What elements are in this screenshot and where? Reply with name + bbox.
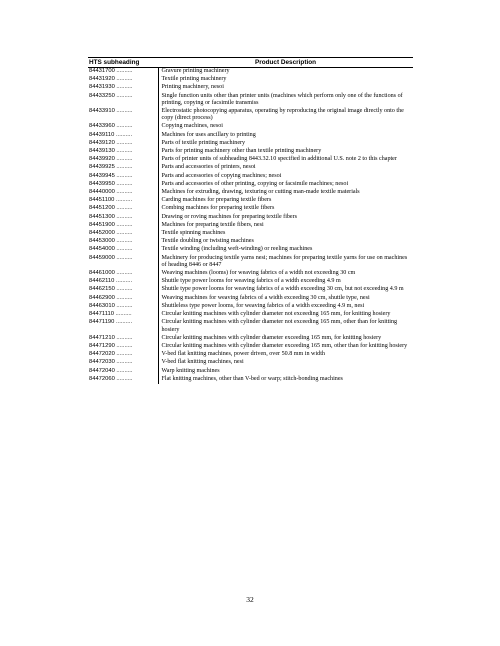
product-description-cell: Warp knitting machines [161,367,220,374]
table-header-row [88,58,413,68]
hts-code-cell: 84454000 .......... [88,246,158,254]
hts-code-cell: 84431700 .......... [88,68,158,77]
hts-code-cell: 84471210 .......... [88,335,158,343]
product-description-cell: Machinery for producing textile yarns nesi; machines for preparing textile yarns for use on machines of heading 8446 or 8447 [161,254,408,268]
hts-code-cell: 84451200 .......... [88,205,158,213]
product-description-cell: Parts and accessories of printers, nesoi [161,164,256,171]
product-description-cell: Gravure printing machinery [161,68,230,74]
product-description-cell: Textile winding (including weft-winding) or reeling machines [161,246,313,253]
table-row [88,319,413,334]
hts-code-cell: 84472060 .......... [88,376,158,384]
product-description-cell: Weaving machines for weaving fabrics of a width exceeding 30 cm, shuttle type, nesi [161,294,370,301]
page-number: 32 [246,595,254,604]
hts-code-cell: 84471190 .......... [88,319,158,334]
header-product-description: Product Description [158,58,413,68]
hts-code-cell: 84451100 .......... [88,197,158,205]
product-description-cell: Circular knitting machines with cylinder diameter not exceeding 165 mm, for knitting hosiery [161,311,391,318]
hts-code-cell: 84439110 .......... [88,132,158,140]
product-description-cell: Circular knitting machines with cylinder diameter exceeding 165 mm, other than for knitting hosiery [161,342,408,349]
hts-code-cell: 84472030 .......... [88,359,158,367]
hts-code-cell: 84452000 .......... [88,230,158,238]
table-row [88,173,413,181]
table-row [88,84,413,92]
product-description-cell: Circular knitting machines with cylinder diameter not exceeding 165 mm, other than for knitting hosiery [161,319,398,333]
hts-code-cell: 84462900 .......... [88,295,158,303]
hts-code-cell: 84463010 .......... [88,303,158,311]
product-description-cell: Parts and accessories of copying machines; nesoi [161,172,282,179]
table-row [88,230,413,238]
product-description-cell: Copying machines, nesoi [161,123,223,130]
product-description-cell: Parts of printer units of subheading 8443.32.10 specified in additional U.S. note 2 to this chapter [161,156,397,163]
product-description-cell: Machines for extruding, drawing, texturing or cutting man-made textile materials [161,189,360,196]
hts-code-cell: 84439120 .......... [88,140,158,148]
header-hts-subheading: HTS subheading [88,58,158,68]
table-row [88,246,413,254]
hts-code-cell: 84459000 .......... [88,255,158,270]
hts-code-cell: 84462150 .......... [88,286,158,294]
hts-code-cell: 84472040 .......... [88,368,158,376]
product-description-cell: Carding machines for preparing textile fibers [161,197,272,204]
hts-code-cell: 84461000 .......... [88,270,158,278]
hts-code-cell: 84471290 .......... [88,343,158,351]
table-row [88,76,413,84]
table-row [88,214,413,222]
table-row [88,132,413,140]
hts-code-cell: 84453000 .......... [88,238,158,246]
product-description-cell: Parts of textile printing machinery [161,139,246,146]
product-description-cell: Weaving machines (looms) for weaving fabrics of a width not exceeding 30 cm [161,270,356,277]
product-description-cell: Single function units other than printer units (machines which perform only one of the functions of printing, copying or facsimile transmiss [161,92,403,106]
hts-code-cell: 84451300 .......... [88,214,158,222]
hts-code-cell: 84451900 .......... [88,222,158,230]
hts-code-cell: 84431920 .......... [88,76,158,84]
hts-code-cell: 84439950 .......... [88,181,158,189]
hts-code-cell: 84431930 .......... [88,84,158,92]
table-row [88,295,413,303]
product-description-cell: Shuttle type power looms for weaving fabrics of a width exceeding 4.9 m [161,278,341,285]
product-description-cell: Textile spinning machines [161,230,226,237]
table-row [88,123,413,131]
hts-code-cell: 84440000 .......... [88,189,158,197]
product-description-cell: V-bed flat knitting machines, nesi [161,359,244,366]
product-description-cell: Printing machinery, nesoi [161,84,224,91]
hts-code-cell: 84433960 .......... [88,123,158,131]
table-row [88,376,413,384]
table-row [88,93,413,108]
product-description-cell: V-bed flat knitting machines, power driven, over 50.8 mm in width [161,351,325,358]
table-row [88,368,413,376]
table-row [88,222,413,230]
product-description-cell: Machines for uses ancillary to printing [161,131,256,138]
table-row [88,148,413,156]
table-row [88,359,413,367]
table-row [88,343,413,351]
product-description-cell: Shuttle type power looms for weaving fabrics of a width exceeding 30 cm, but not exceeding 4.9 m [161,286,404,293]
document-page [88,57,413,384]
product-description-cell: Textile printing machinery [161,76,227,83]
table-row [88,140,413,148]
product-description-cell: Parts and accessories of other printing, copying or facsimile machines; nesoi [161,180,349,187]
product-description-cell: Machines for preparing textile fibers, nesi [161,221,264,228]
table-row [88,351,413,359]
table-row [88,205,413,213]
table-row [88,255,413,270]
table-row [88,335,413,343]
table-row [88,164,413,172]
hts-code-cell: 84439130 .......... [88,148,158,156]
hts-code-cell: 84462110 .......... [88,278,158,286]
product-description-cell: Combing machines for preparing textile fibers [161,205,275,212]
product-description-cell: Electrostatic photocopying apparatus, operating by reproducing the original image directly onto the copy (direct process) [161,108,404,122]
table-body [88,68,413,384]
product-description-cell: Shuttleless type power looms, for weaving fabrics of a width exceeding 4.9 m, nesi [161,302,365,309]
table-row [88,286,413,294]
hts-code-cell: 84433910 .......... [88,108,158,123]
table-row [88,108,413,123]
product-description-cell: Flat knitting machines, other than V-bed or warp; stitch-bonding machines [161,375,343,382]
hts-code-cell: 84472020 .......... [88,351,158,359]
hts-code-cell: 84471110 .......... [88,311,158,319]
table-row [88,68,413,77]
hts-code-cell: 84433250 .......... [88,93,158,108]
table-row [88,181,413,189]
table-row [88,303,413,311]
product-description-cell: Circular knitting machines with cylinder diameter exceeding 165 mm, for knitting hosiery [161,334,382,341]
product-description-cell: Textile doubling or twisting machines [161,238,254,245]
product-description-cell: Parts for printing machinery other than textile printing machinery [161,148,322,155]
hts-table [88,57,413,384]
hts-code-cell: 84439945 .......... [88,173,158,181]
hts-code-cell: 84439920 .......... [88,156,158,164]
hts-code-cell: 84439925 .......... [88,164,158,172]
product-description-cell: Drawing or roving machines for preparing textile fibers [161,213,298,220]
